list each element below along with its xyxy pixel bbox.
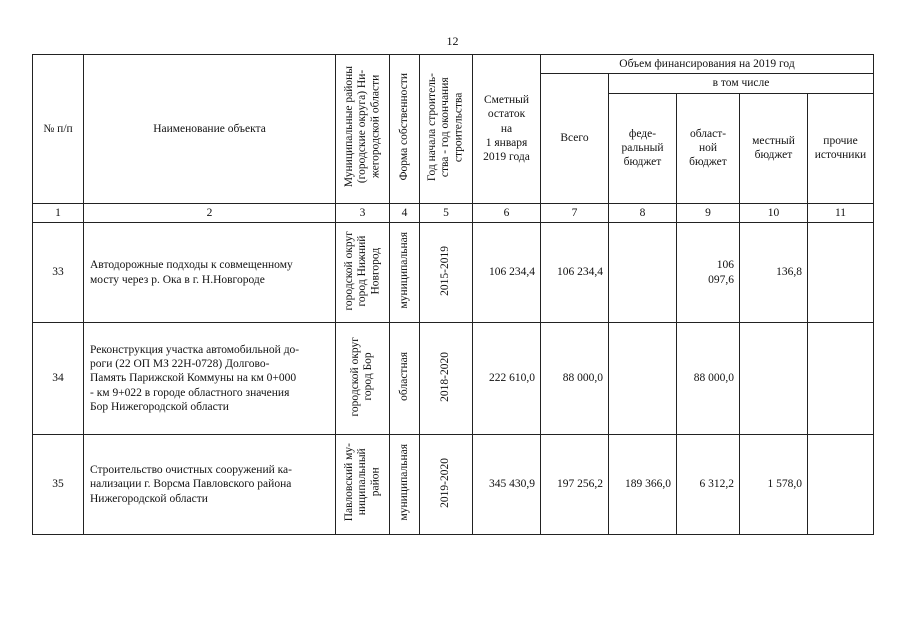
header-row-1 (33, 55, 874, 74)
federal-cell: 189 366,0 (609, 435, 677, 535)
ownership-cell: муниципальная (390, 435, 420, 535)
header-name: Наименование объекта (84, 55, 336, 204)
other-cell (808, 323, 874, 435)
header-regional: област- ной бюджет (677, 93, 740, 203)
header-ownership: Форма собственности (390, 55, 420, 204)
total-cell: 88 000,0 (541, 323, 609, 435)
regional-cell: 88 000,0 (677, 323, 740, 435)
header-local: местный бюджет (740, 93, 808, 203)
balance-cell: 106 234,4 (473, 223, 541, 323)
local-cell: 136,8 (740, 223, 808, 323)
header-balance: Сметный остаток на 1 января 2019 года (473, 55, 541, 204)
regional-cell: 6 312,2 (677, 435, 740, 535)
col-number: 1 (33, 203, 84, 222)
col-number: 3 (336, 203, 390, 222)
header-federal: феде- ральный бюджет (609, 93, 677, 203)
other-cell (808, 435, 874, 535)
col-number: 7 (541, 203, 609, 222)
header-total: Всего (541, 74, 609, 203)
years-cell: 2019-2020 (420, 435, 473, 535)
object-name: Реконструкция участка автомобильной до- роги (22 ОП МЗ 22Н-0728) Долгово- Память Парижской Коммуны на км 0+000 - км 9+022 в городе областного значения Бор Нижегородской области (84, 323, 336, 435)
col-number: 2 (84, 203, 336, 222)
balance-cell: 345 430,9 (473, 435, 541, 535)
table-row (33, 223, 874, 323)
district-cell: городской округ город Нижний Новгород (336, 223, 390, 323)
table-row (33, 435, 874, 535)
col-number: 11 (808, 203, 874, 222)
header-including: в том числе (609, 74, 874, 93)
regional-cell: 106 097,6 (677, 223, 740, 323)
district-cell: Павловский му- ниципальный район (336, 435, 390, 535)
ownership-cell: областная (390, 323, 420, 435)
federal-cell (609, 223, 677, 323)
col-number: 8 (609, 203, 677, 222)
page-number: 12 (446, 34, 459, 48)
years-cell: 2015-2019 (420, 223, 473, 323)
local-cell: 1 578,0 (740, 435, 808, 535)
financing-table (32, 54, 874, 535)
col-number: 4 (390, 203, 420, 222)
local-cell (740, 323, 808, 435)
header-district: Муниципальные районы (городские округа) Ни- жегородской области (336, 55, 390, 204)
row-number: 33 (33, 223, 84, 323)
row-number: 35 (33, 435, 84, 535)
balance-cell: 222 610,0 (473, 323, 541, 435)
years-cell: 2018-2020 (420, 323, 473, 435)
column-number-row (33, 203, 874, 222)
district-cell: городской округ город Бор (336, 323, 390, 435)
other-cell (808, 223, 874, 323)
federal-cell (609, 323, 677, 435)
col-number: 5 (420, 203, 473, 222)
header-other: прочие источники (808, 93, 874, 203)
table-row (33, 323, 874, 435)
col-number: 6 (473, 203, 541, 222)
ownership-cell: муниципальная (390, 223, 420, 323)
object-name: Автодорожные подходы к совмещенному мосту через р. Ока в г. Н.Новгороде (84, 223, 336, 323)
header-num: № п/п (33, 55, 84, 204)
col-number: 9 (677, 203, 740, 222)
row-number: 34 (33, 323, 84, 435)
total-cell: 197 256,2 (541, 435, 609, 535)
object-name: Строительство очистных сооружений ка- нализации г. Ворсма Павловского района Нижегородской области (84, 435, 336, 535)
header-financing-group: Объем финансирования на 2019 год (541, 55, 874, 74)
header-years: Год начала строитель- ства - год окончания строительства (420, 55, 473, 204)
total-cell: 106 234,4 (541, 223, 609, 323)
col-number: 10 (740, 203, 808, 222)
